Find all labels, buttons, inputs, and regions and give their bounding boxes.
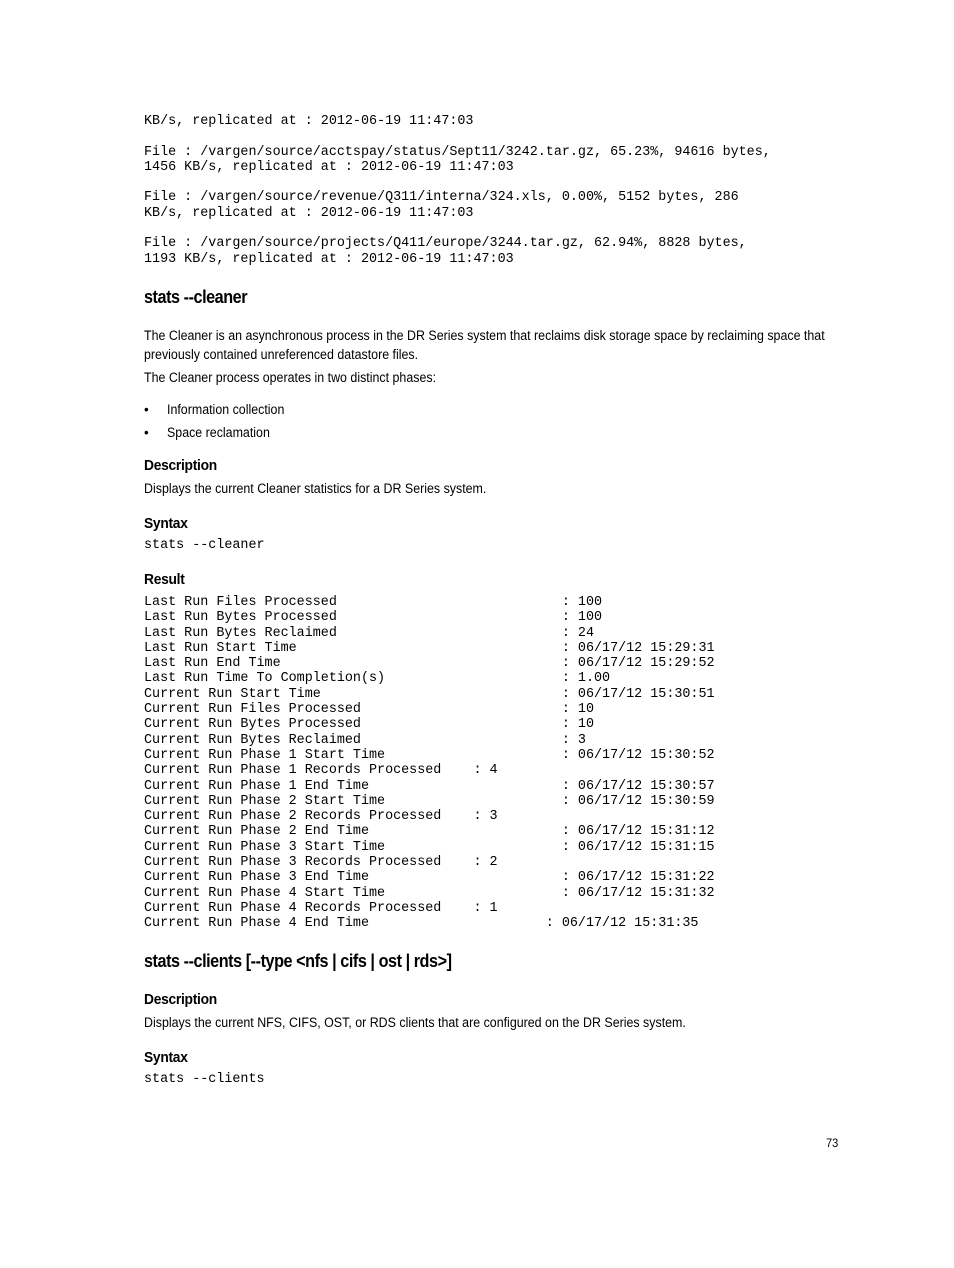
clients-description-text: Displays the current NFS, CIFS, OST, or RDS clients that are configured on the DR Series system. [144,1015,686,1030]
bullet-icon: • [144,425,149,440]
bullet-icon: • [144,402,149,417]
section-title-clients: stats --clients [--type <nfs | cifs | ost | rds>] [144,951,452,971]
cleaner-phases-paragraph: The Cleaner process operates in two distinct phases: [144,370,437,385]
cleaner-syntax-code: stats --cleaner [144,538,265,553]
cleaner-intro-paragraph: The Cleaner is an asynchronous process in the DR Series system that reclaims disk storage space by reclaiming space that previously contained unreferenced datastore files. [144,328,825,362]
bullet-list-item: • Space reclamation [144,425,270,440]
clients-syntax-code: stats --clients [144,1072,265,1087]
clients-description-heading: Description [144,991,217,1008]
cleaner-description-text: Displays the current Cleaner statistics for a DR Series system. [144,481,487,496]
bullet-list-item: • Information collection [144,402,285,417]
cleaner-result-heading: Result [144,571,185,588]
cleaner-result-output: Last Run Files Processed : 100 Last Run Bytes Processed : 100 Last Run Bytes Reclaimed : 24 Last Run Start Time : 06/17/12 15:29:31 Last Run End Time : 06/17/12 15:29:52 Last Run Time To Completion(s) : 1.00 Current Run Start Time : 06/17/12 15:30:51 Current Run Files Processed : 10 Current Run Bytes Processed : 10 Current Run Bytes Reclaimed : 3 Current Run Phase 1 Start Time : 06/17/12 15:30:52 Current Run Phase 1 Records Processed : 4 Current Run Phase 1 End Time : 06/17/12 15:30:57 Current Run Phase 2 Start Time : 06/17/12 15:30:59 Current Run Phase 2 Records Processed : 3 Current Run Phase 2 End Time : 06/17/12 15:31:12 Current Run Phase 3 Start Time : 06/17/12 15:31:15 Current Run Phase 3 Records Processed : 2 Current Run Phase 3 End Time : 06/17/12 15:31:22 Current Run Phase 4 Start Time : 06/17/12 15:31:32 Current Run Phase 4 Records Processed : 1 Current Run Phase 4 End Time : 06/17/12 15:31:35 [144,595,715,932]
clients-syntax-heading: Syntax [144,1049,188,1066]
page-number: 73 [826,1136,839,1150]
cleaner-description-heading: Description [144,457,217,474]
replication-output-code: KB/s, replicated at : 2012-06-19 11:47:03 File : /vargen/source/acctspay/status/Sept11/3242.tar.gz, 65.23%, 94616 bytes, 1456 KB/s, replicated at : 2012-06-19 11:47:03 File : /vargen/source/revenue/Q311/interna/324.xls, 0.00%, 5152 bytes, 286 KB/s, replicated at : 2012-06-19 11:47:03 File : /vargen/source/projects/Q411/europe/3244.tar.gz, 62.94%, 8828 bytes, 1193 KB/s, replicated at : 2012-06-19 11:47:03 [144,114,771,267]
section-title-cleaner: stats --cleaner [144,287,248,307]
cleaner-syntax-heading: Syntax [144,515,188,532]
